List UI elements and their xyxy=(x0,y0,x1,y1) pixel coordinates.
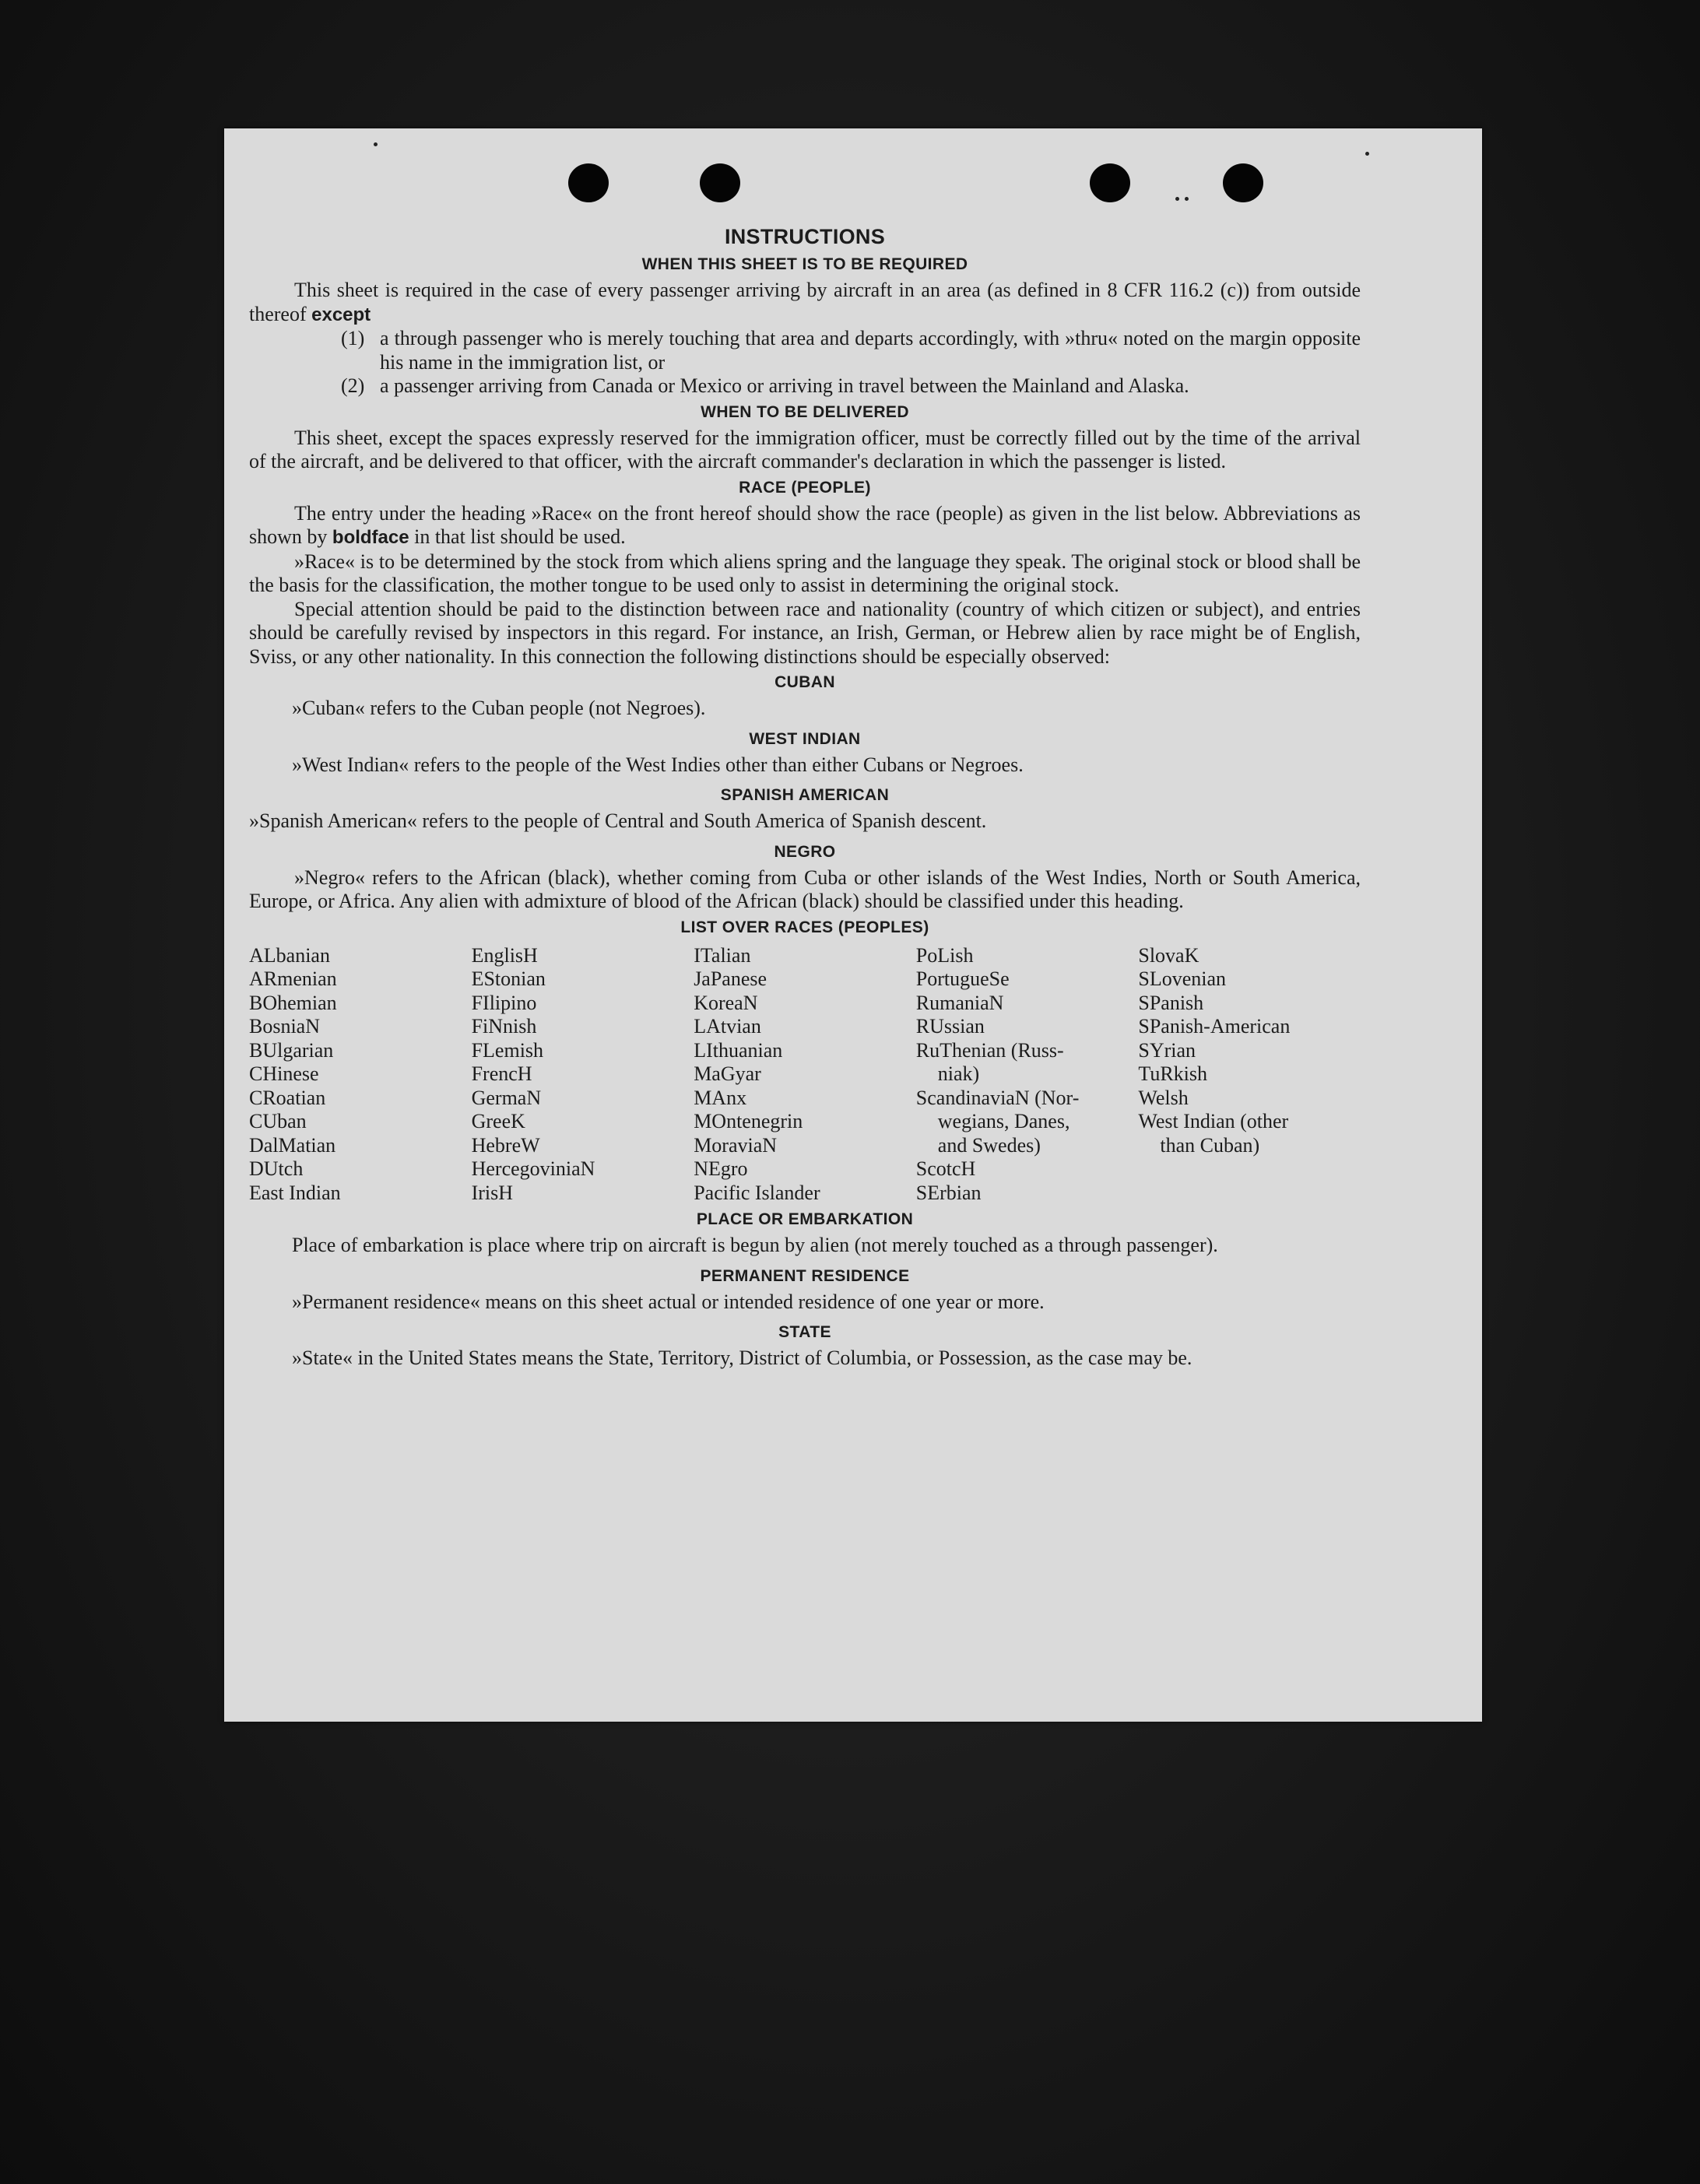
cuban-text: »Cuban« refers to the Cuban people (not Negroes). xyxy=(292,697,706,719)
race-boldface: boldface xyxy=(332,527,409,548)
race-entry: PortugueSe xyxy=(915,967,1010,990)
item-number: (2) xyxy=(341,374,365,397)
race-entry: ScotcH xyxy=(915,1157,976,1180)
race-entry-continued: and Swedes) xyxy=(937,1133,1041,1157)
required-item-2 xyxy=(249,374,1361,399)
race-p1-end: in that list should be used. xyxy=(414,525,626,548)
race-paragraph-1 xyxy=(249,502,1361,550)
race-entry: DUtch xyxy=(249,1157,304,1180)
race-entry: RumaniaN xyxy=(915,991,1004,1014)
race-entry: ALbanian xyxy=(249,943,330,967)
race-entry: RUssian xyxy=(915,1015,985,1038)
race-entry: SYrian xyxy=(1138,1038,1196,1062)
item-text: a through passenger who is merely touching that area and departs accordingly, with »thru« noted on the margin opposite his name in the immigration list, or xyxy=(380,327,1361,374)
section-heading-spanish-american: SPANISH AMERICAN xyxy=(720,786,890,804)
race-entry: MoraviaN xyxy=(694,1133,778,1157)
speck-mark xyxy=(1175,197,1179,201)
race-entry: West Indian (other xyxy=(1138,1110,1289,1132)
race-entry: PoLish xyxy=(915,943,974,967)
required-intro-text: This sheet is required in the case of every passenger arriving by aircraft in an area (as defined in 8 CFR 116.2 (c)) from outside thereof xyxy=(249,279,1361,325)
item-number: (1) xyxy=(341,327,365,349)
race-entry: DalMatian xyxy=(249,1133,336,1157)
document-content xyxy=(249,223,1361,1371)
race-entry: RuThenian (Russ- xyxy=(915,1038,1064,1062)
race-column-5 xyxy=(1138,944,1361,1206)
race-entry: CUban xyxy=(249,1110,307,1132)
section-heading-list-races: LIST OVER RACES (PEOPLES) xyxy=(680,918,929,936)
race-entry: HercegoviniaN xyxy=(471,1157,595,1180)
race-entry: BUlgarian xyxy=(249,1038,334,1062)
section-heading-state: STATE xyxy=(778,1323,831,1341)
punch-hole-icon xyxy=(1223,163,1263,202)
west-indian-text: »West Indian« refers to the people of the West Indies other than either Cubans or Negroes. xyxy=(292,753,1024,776)
race-entry: EnglisH xyxy=(471,943,538,967)
race-entry: IrisH xyxy=(471,1181,514,1204)
race-entry: FIlipino xyxy=(471,991,537,1014)
race-entry-continued: wegians, Danes, xyxy=(937,1110,1070,1132)
race-entry: BosniaN xyxy=(249,1015,320,1038)
race-entry: ScandinaviaN (Nor- xyxy=(915,1086,1080,1109)
punch-hole-icon xyxy=(1090,163,1130,202)
required-except: except xyxy=(311,304,371,325)
race-p1-text: The entry under the heading »Race« on the front hereof should show the race (people) as given in the list below. Abbreviations as shown by xyxy=(249,501,1361,548)
race-entry: LAtvian xyxy=(694,1015,761,1038)
race-column-1 xyxy=(249,944,472,1206)
section-heading-cuban: CUBAN xyxy=(774,673,835,691)
race-entry: SPanish xyxy=(1138,991,1204,1014)
race-entry: KoreaN xyxy=(694,991,758,1014)
race-entry: TuRkish xyxy=(1138,1062,1208,1085)
document-sheet xyxy=(224,128,1482,1722)
race-column-2 xyxy=(472,944,694,1206)
section-heading-delivered: WHEN TO BE DELIVERED xyxy=(701,402,909,421)
race-entry: MaGyar xyxy=(694,1062,761,1085)
race-entry: SErbian xyxy=(915,1181,982,1204)
section-heading-residence: PERMANENT RESIDENCE xyxy=(700,1266,910,1285)
race-entry: FrencH xyxy=(471,1062,532,1085)
negro-text: »Negro« refers to the African (black), whether coming from Cuba or other islands of the West Indies, North or South America, Europe, or Africa. Any alien with admixture of blood of the African (black) should be classified under this heading. xyxy=(249,866,1361,912)
section-heading-negro: NEGRO xyxy=(774,842,836,861)
race-entry-continued: niak) xyxy=(937,1062,980,1085)
race-entry: SlovaK xyxy=(1138,943,1199,967)
race-column-4 xyxy=(916,944,1139,1206)
race-entry: GreeK xyxy=(471,1110,525,1132)
race-entry: FiNnish xyxy=(471,1015,537,1038)
required-item-1 xyxy=(249,327,1361,374)
required-intro xyxy=(249,279,1361,327)
residence-text: »Permanent residence« means on this sheet actual or intended residence of one year or more. xyxy=(292,1290,1045,1313)
section-heading-race: RACE (PEOPLE) xyxy=(739,478,871,497)
race-entry: EStonian xyxy=(471,967,546,990)
race-entry: MOntenegrin xyxy=(694,1110,803,1132)
race-entry: HebreW xyxy=(471,1133,540,1157)
race-entry: FLemish xyxy=(471,1038,544,1062)
punch-hole-icon xyxy=(700,163,740,202)
section-heading-required: WHEN THIS SHEET IS TO BE REQUIRED xyxy=(641,255,968,273)
punch-hole-icon xyxy=(568,163,609,202)
race-paragraph-3: Special attention should be paid to the distinction between race and nationality (country of which citizen or subject), and entries should be carefully revised by inspectors in this regard. For instance, an Irish, German, or Hebrew alien by race might be of English, Sviss, or any other nationality. In this connection the following distinctions should be especially observed: xyxy=(249,597,1361,668)
race-entry: Pacific Islander xyxy=(694,1181,820,1204)
embarkation-text: Place of embarkation is place where trip on aircraft is begun by alien (not merely touched as a through passenger). xyxy=(292,1234,1218,1256)
section-heading-embarkation: PLACE OR EMBARKATION xyxy=(696,1210,914,1228)
speck-mark xyxy=(1365,152,1369,156)
race-entry: GermaN xyxy=(471,1086,542,1109)
race-entry: NEgro xyxy=(694,1157,748,1180)
race-entry: CRoatian xyxy=(249,1086,326,1109)
race-entry: LIthuanian xyxy=(694,1038,783,1062)
race-entry: ARmenian xyxy=(249,967,337,990)
speck-mark xyxy=(1185,197,1189,201)
section-heading-west-indian: WEST INDIAN xyxy=(749,729,861,748)
race-entry: SLovenian xyxy=(1138,967,1227,990)
delivered-text: This sheet, except the spaces expressly reserved for the immigration officer, must be correctly filled out by the time of the arrival of the aircraft, and be delivered to that officer, with the aircraft commander's declaration in which the passenger is listed. xyxy=(249,426,1361,472)
race-entry: CHinese xyxy=(249,1062,319,1085)
race-list xyxy=(249,944,1361,1206)
state-text: »State« in the United States means the State, Territory, District of Columbia, or Possession, as the case may be. xyxy=(292,1347,1192,1369)
race-entry: ITalian xyxy=(694,943,751,967)
speck-mark xyxy=(374,142,378,146)
item-text: a passenger arriving from Canada or Mexico or arriving in travel between the Mainland and Alaska. xyxy=(380,374,1189,397)
document-title: INSTRUCTIONS xyxy=(724,225,886,248)
race-entry: East Indian xyxy=(249,1181,341,1204)
race-column-3 xyxy=(694,944,916,1206)
race-entry: SPanish-American xyxy=(1138,1015,1291,1038)
race-paragraph-2: »Race« is to be determined by the stock from which aliens spring and the language they speak. The original stock or blood shall be the basis for the classification, the mother tongue to be used only to assist in determining the original stock. xyxy=(249,550,1361,596)
race-entry-continued: than Cuban) xyxy=(1160,1133,1260,1157)
race-entry: BOhemian xyxy=(249,991,337,1014)
spanish-american-text: »Spanish American« refers to the people of Central and South America of Spanish descent. xyxy=(249,809,987,832)
race-entry: JaPanese xyxy=(694,967,767,990)
race-entry: Welsh xyxy=(1138,1086,1189,1109)
race-entry: MAnx xyxy=(694,1086,747,1109)
